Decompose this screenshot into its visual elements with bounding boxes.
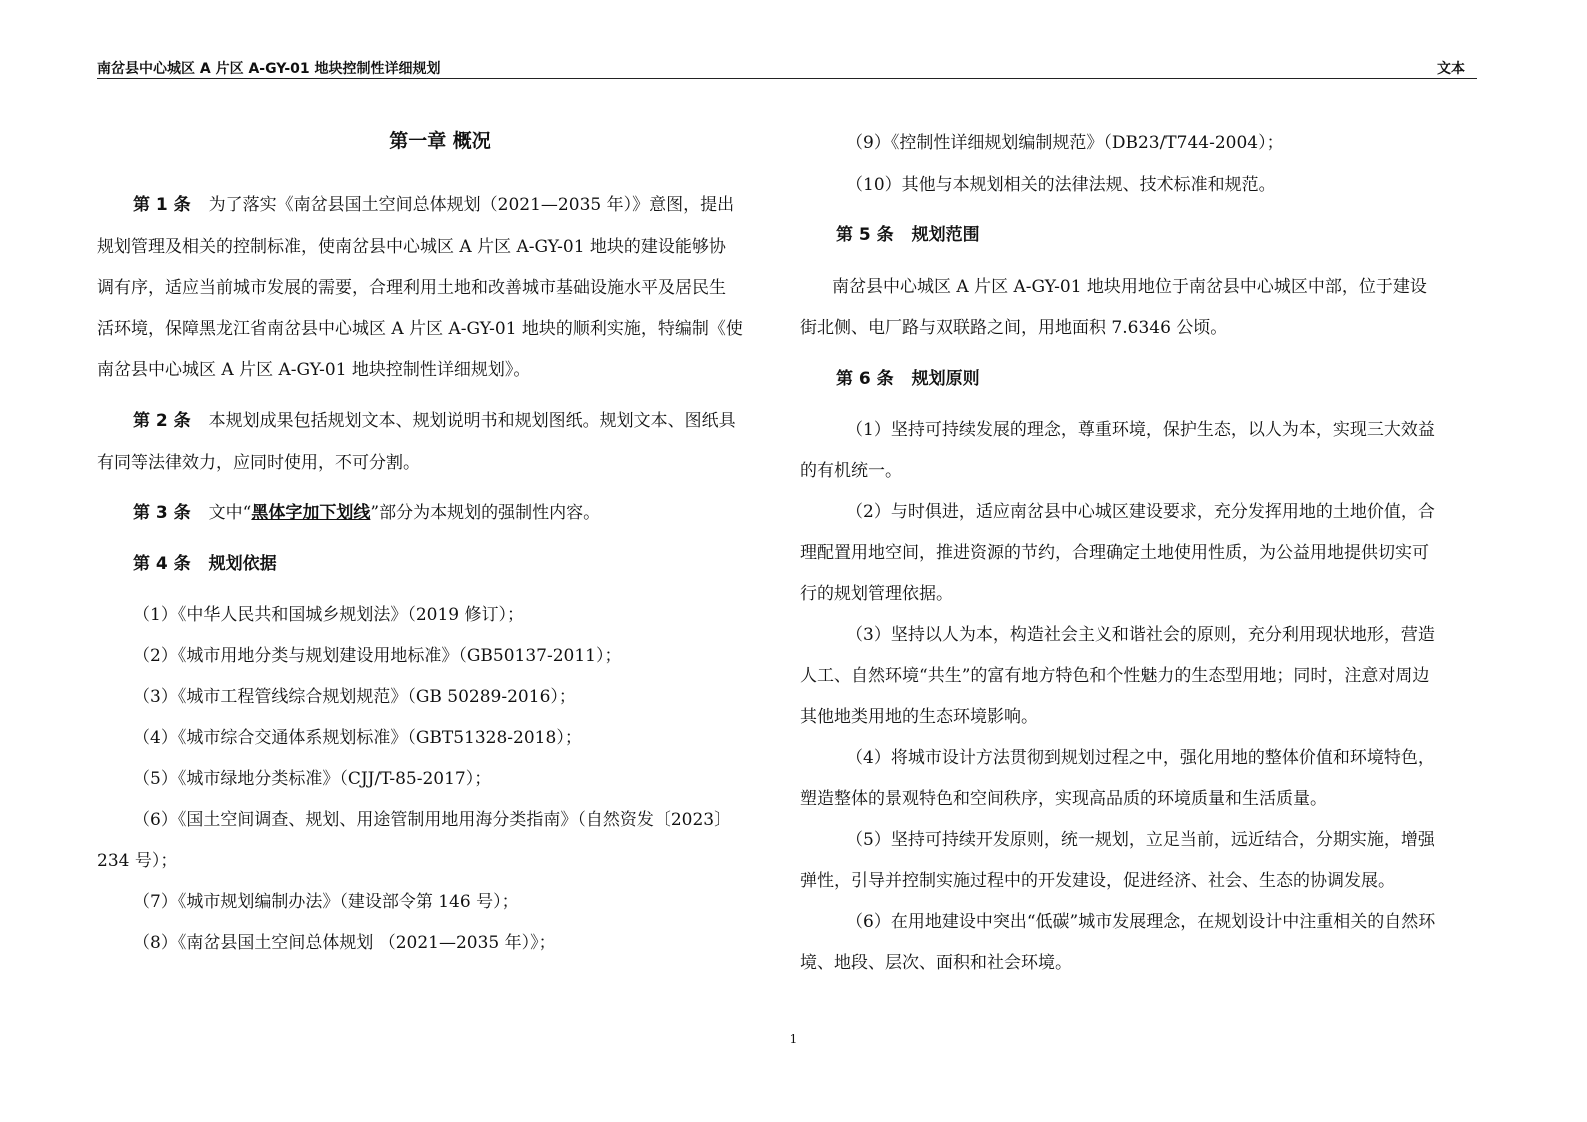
- article-3-line: [133, 498, 600, 523]
- article-1-text-line: 为了落实《南岔县国土空间总体规划（2021—2035 年）》意图，提出: [208, 195, 735, 215]
- principle-text-line: （5）坚持可持续开发原则，统一规划，立足当前，远近结合，分期实施，增强: [846, 830, 1435, 850]
- article-6-label: 第 6 条: [836, 369, 894, 389]
- principle-text-line: 境、地段、层次、面积和社会环境。: [800, 953, 1072, 973]
- article-1-text-line: 南岔县中心城区 A 片区 A-GY-01 地块控制性详细规划》。: [97, 360, 531, 380]
- page-number: 1: [789, 1032, 798, 1046]
- chapter-title: 第一章 概况: [389, 130, 491, 152]
- principle-text-line: （1）坚持可持续发展的理念，尊重环境，保护生态，以人为本，实现三大效益: [846, 420, 1435, 440]
- article-1-text-line: 调有序，适应当前城市发展的需要，合理利用土地和改善城市基础设施水平及居民生: [97, 278, 726, 298]
- article-3-text-post: ”部分为本规划的强制性内容。: [370, 503, 601, 523]
- basis-list-item: （3）《城市工程管线综合规划规范》（GB 50289-2016）；: [133, 687, 576, 707]
- principle-text-line: 理配置用地空间，推进资源的节约，合理确定土地使用性质，为公益用地提供切实可: [800, 543, 1429, 563]
- principle-text-line: （4）将城市设计方法贯彻到规划过程之中，强化用地的整体价值和环境特色，: [846, 748, 1435, 768]
- basis-list-item: （9）《控制性详细规划编制规范》（DB23/T744-2004）；: [846, 133, 1284, 153]
- basis-list-item: （7）《城市规划编制办法》（建设部令第 146 号）；: [133, 892, 519, 912]
- principle-text-line: 塑造整体的景观特色和空间秩序，实现高品质的环境质量和生活质量。: [800, 789, 1327, 809]
- article-4-heading: [133, 549, 277, 574]
- basis-list-item: （1）《中华人民共和国城乡规划法》（2019 修订）；: [133, 605, 524, 625]
- basis-list-item: （6）《国土空间调查、规划、用途管制用地用海分类指南》（自然资发〔2023〕: [133, 810, 732, 830]
- principle-text-line: 弹性，引导并控制实施过程中的开发建设，促进经济、社会、生态的协调发展。: [800, 871, 1395, 891]
- article-2-label: 第 2 条: [133, 411, 191, 431]
- basis-list-item: （4）《城市综合交通体系规划标准》（GBT51328-2018）；: [133, 728, 582, 748]
- article-1-text-line: 规划管理及相关的控制标准，使南岔县中心城区 A 片区 A-GY-01 地块的建设能够协: [97, 237, 726, 257]
- article-3-label: 第 3 条: [133, 503, 191, 523]
- article-3-text-pre: 文中“: [208, 503, 252, 523]
- article-4-title: 规划依据: [208, 554, 277, 574]
- article-4-label: 第 4 条: [133, 554, 191, 574]
- article-1-text-line: 活环境，保障黑龙江省南岔县中心城区 A 片区 A-GY-01 地块的顺利实施，特编制《使: [97, 319, 743, 339]
- article-2-text-line: 本规划成果包括规划文本、规划说明书和规划图纸。规划文本、图纸具: [208, 411, 736, 431]
- article-2-text-line: 有同等法律效力，应同时使用，不可分割。: [97, 453, 420, 473]
- article-3-underlined-text: 黑体字加下划线: [251, 503, 371, 523]
- article-1-first-line: [133, 190, 734, 215]
- article-1-label: 第 1 条: [133, 195, 191, 215]
- principle-text-line: 人工、自然环境“共生”的富有地方特色和个性魅力的生态型用地；同时，注意对周边: [800, 666, 1430, 686]
- principle-text-line: 其他地类用地的生态环境影响。: [800, 707, 1038, 727]
- basis-list-item: （2）《城市用地分类与规划建设用地标准》（GB50137-2011）；: [133, 646, 622, 666]
- article-6-title: 规划原则: [911, 369, 980, 389]
- page-header: [97, 56, 1477, 79]
- article-5-label: 第 5 条: [836, 225, 894, 245]
- principle-text-line: （2）与时俱进，适应南岔县中心城区建设要求，充分发挥用地的土地价值，合: [846, 502, 1435, 522]
- principle-text-line: （3）坚持以人为本，构造社会主义和谐社会的原则，充分利用现状地形，营造: [846, 625, 1435, 645]
- article-5-heading: [836, 220, 980, 245]
- principle-text-line: （6）在用地建设中突出“低碳”城市发展理念，在规划设计中注重相关的自然环: [846, 912, 1436, 932]
- basis-list-item-continued: 234 号）；: [97, 851, 178, 871]
- article-6-heading: [836, 364, 980, 389]
- basis-list-item: （5）《城市绿地分类标准》（CJJ/T-85-2017）；: [133, 769, 492, 789]
- document-title: 南岔县中心城区 A 片区 A-GY-01 地块控制性详细规划: [97, 61, 441, 77]
- article-5-text-line: 街北侧、电厂路与双联路之间，用地面积 7.6346 公顷。: [800, 318, 1228, 338]
- article-5-text-line: 南岔县中心城区 A 片区 A-GY-01 地块用地位于南岔县中心城区中部，位于建设: [832, 277, 1427, 297]
- article-2-first-line: [133, 406, 736, 431]
- principle-text-line: 的有机统一。: [800, 461, 902, 481]
- article-5-title: 规划范围: [911, 225, 980, 245]
- document-type-label: 文本: [1437, 61, 1465, 77]
- principle-text-line: 行的规划管理依据。: [800, 584, 953, 604]
- basis-list-item: （8）《南岔县国土空间总体规划 （2021—2035 年）》；: [133, 933, 556, 953]
- basis-list-item: （10）其他与本规划相关的法律法规、技术标准和规范。: [846, 175, 1276, 195]
